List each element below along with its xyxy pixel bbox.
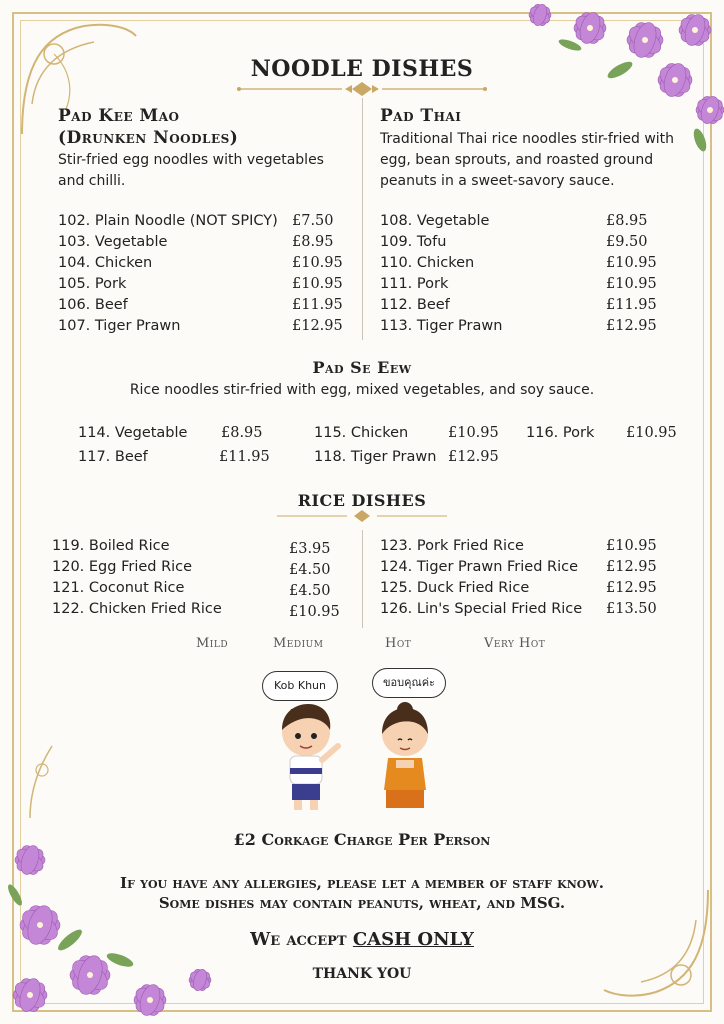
pad-kee-mao-title: Pad Kee Mao: [58, 106, 180, 126]
pad-thai-description-3: peanuts in a sweet-savory sauce.: [380, 173, 615, 189]
menu-item-price: £12.95: [448, 449, 499, 465]
corkage-charge-text: £2 Corkage Charge Per Person: [233, 830, 491, 849]
menu-item-price: £10.95: [292, 255, 343, 271]
menu-item-label: 102. Plain Noodle (NOT SPICY): [58, 213, 278, 229]
allergy-notice-line-2: Some dishes may contain peanuts, wheat, and MSG.: [158, 894, 566, 912]
pad-kee-mao-subtitle: (Drunken Noodles): [58, 128, 239, 148]
pad-kee-mao-description-2: and chilli.: [58, 173, 126, 189]
menu-item-label: 108. Vegetable: [380, 213, 490, 229]
menu-item-price: £12.95: [606, 580, 657, 596]
menu-item-price: £10.95: [606, 538, 657, 554]
cash-only-notice: [0, 929, 724, 950]
pad-thai-description-2: egg, bean sprouts, and roasted ground: [380, 152, 654, 168]
menu-item-price: £4.50: [289, 583, 331, 599]
menu-item-price: £12.95: [606, 559, 657, 575]
thai-girl-character-icon: [370, 700, 440, 815]
menu-item-label: 112. Beef: [380, 297, 450, 313]
menu-item-label: 113. Tiger Prawn: [380, 318, 503, 334]
heat-level-very-hot: Very Hot: [484, 636, 546, 651]
pad-thai-title: Pad Thai: [380, 106, 462, 126]
menu-item-price: £11.95: [606, 297, 657, 313]
rice-title-ornament-icon: [277, 508, 447, 524]
thai-boy-character-icon: [268, 700, 348, 815]
menu-item-label: 119. Boiled Rice: [52, 538, 170, 554]
thank-you-text: THANK YOU: [312, 966, 412, 982]
menu-item-price: £10.95: [626, 425, 677, 441]
heat-level-medium: Medium: [273, 636, 324, 651]
noodle-column-divider: [362, 98, 363, 340]
title-ornament-icon: [237, 80, 487, 98]
menu-item-label: 122. Chicken Fried Rice: [52, 601, 222, 617]
menu-item-label: 114. Vegetable: [78, 425, 188, 441]
pad-se-eew-description: Rice noodles stir-fried with egg, mixed vegetables, and soy sauce.: [129, 382, 595, 398]
menu-item-label: 110. Chicken: [380, 255, 475, 271]
heat-level-mild: Mild: [196, 636, 229, 651]
menu-item-price: £11.95: [292, 297, 343, 313]
menu-item-price: £9.50: [606, 234, 648, 250]
menu-item-price: £12.95: [606, 318, 657, 334]
girl-speech-bubble: ขอบคุณค่ะ: [372, 668, 446, 698]
menu-item-label: 123. Pork Fried Rice: [380, 538, 524, 554]
menu-item-label: 104. Chicken: [58, 255, 153, 271]
menu-item-price: £7.50: [292, 213, 334, 229]
cash-only-emphasis: CASH ONLY: [352, 929, 474, 950]
menu-item-label: 125. Duck Fried Rice: [380, 580, 530, 596]
menu-item-label: 118. Tiger Prawn: [314, 449, 437, 465]
menu-item-label: 105. Pork: [58, 276, 127, 292]
menu-item-price: £8.95: [221, 425, 263, 441]
menu-item-price: £10.95: [289, 604, 340, 620]
menu-item-label: 115. Chicken: [314, 425, 409, 441]
heat-level-hot: Hot: [385, 636, 412, 651]
pad-kee-mao-description-1: Stir-fried egg noodles with vegetables: [58, 152, 324, 168]
menu-item-price: £3.95: [289, 541, 331, 557]
menu-item-label: 111. Pork: [380, 276, 449, 292]
menu-item-label: 103. Vegetable: [58, 234, 168, 250]
allergy-notice-line-1: If you have any allergies, please let a member of staff know.: [120, 874, 604, 892]
menu-item-price: £10.95: [606, 255, 657, 271]
pad-thai-description-1: Traditional Thai rice noodles stir-fried with: [380, 131, 675, 147]
noodle-section-title: NOODLE DISHES: [250, 56, 474, 82]
boy-speech-bubble: Kob Khun: [262, 671, 338, 701]
menu-item-price: £12.95: [292, 318, 343, 334]
rice-column-divider: [362, 530, 363, 628]
menu-item-price: £8.95: [606, 213, 648, 229]
menu-item-label: 124. Tiger Prawn Fried Rice: [380, 559, 579, 575]
menu-item-label: 109. Tofu: [380, 234, 447, 250]
menu-item-price: £10.95: [448, 425, 499, 441]
pad-se-eew-title: Pad Se Eew: [312, 358, 412, 377]
menu-item-label: 107. Tiger Prawn: [58, 318, 181, 334]
menu-item-label: 117. Beef: [78, 449, 148, 465]
menu-item-price: £11.95: [219, 449, 270, 465]
menu-item-label: 126. Lin's Special Fried Rice: [380, 601, 583, 617]
menu-item-price: £8.95: [292, 234, 334, 250]
menu-item-price: £4.50: [289, 562, 331, 578]
menu-item-price: £10.95: [606, 276, 657, 292]
menu-item-price: £13.50: [606, 601, 657, 617]
menu-item-label: 106. Beef: [58, 297, 128, 313]
menu-item-label: 120. Egg Fried Rice: [52, 559, 193, 575]
rice-section-title: RICE DISHES: [297, 491, 427, 510]
menu-item-label: 121. Coconut Rice: [52, 580, 185, 596]
menu-item-label: 116. Pork: [526, 425, 595, 441]
menu-item-price: £10.95: [292, 276, 343, 292]
cash-prefix: We accept: [250, 929, 353, 950]
